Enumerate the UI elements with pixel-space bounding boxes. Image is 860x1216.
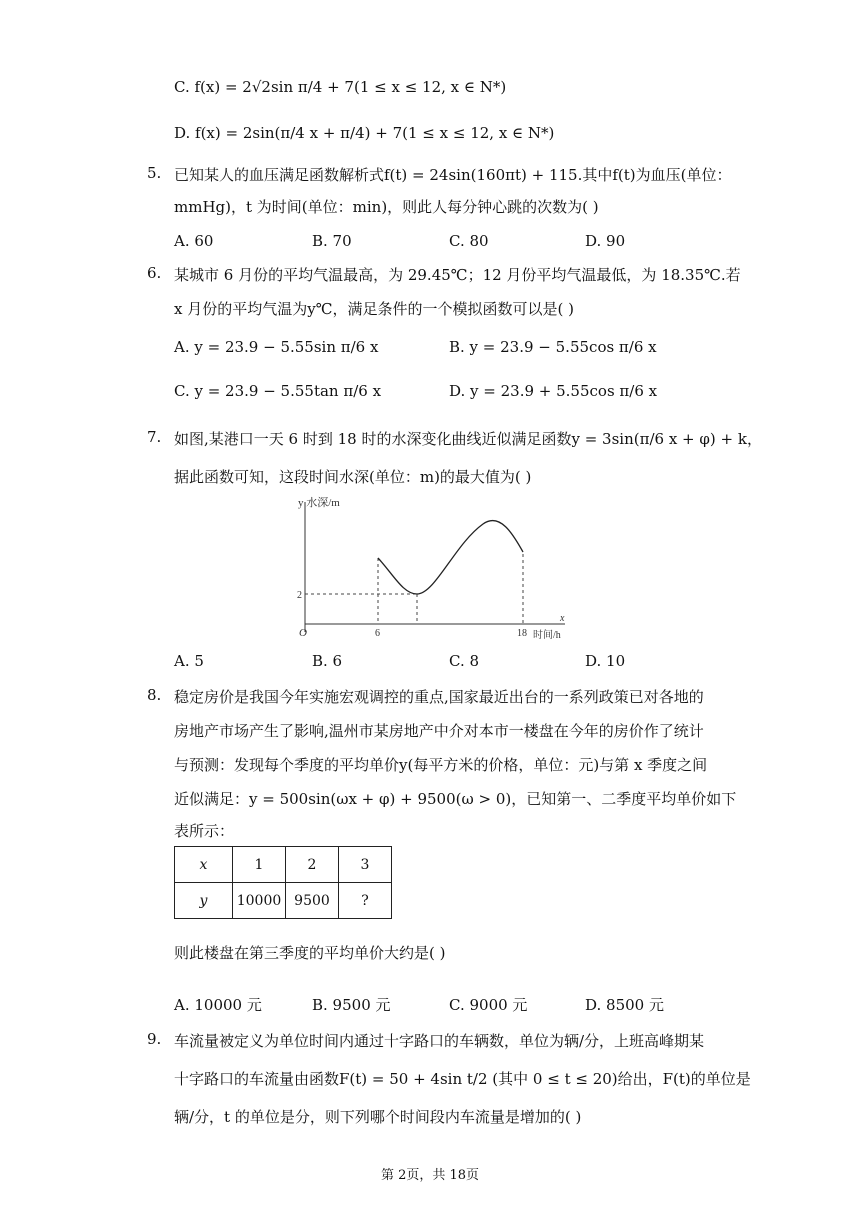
q8-text-line1: 稳定房价是我国今年实施宏观调控的重点,国家最近出台的一系列政策已对各地的 xyxy=(174,688,704,706)
tick-x-6: 6 xyxy=(375,628,380,639)
q7-option-a: A. 5 xyxy=(174,652,204,670)
table-cell: y xyxy=(175,883,233,919)
table-cell: 1 xyxy=(233,847,286,883)
q8-option-c: C. 9000 元 xyxy=(449,996,528,1014)
q9-text-line1: 车流量被定义为单位时间内通过十字路口的车辆数，单位为辆/分，上班高峰期某 xyxy=(174,1032,705,1050)
y-axis-label: y 水深/m xyxy=(298,497,340,509)
q8-option-b: B. 9500 元 xyxy=(312,996,391,1014)
q5-option-d: D. 90 xyxy=(585,232,626,250)
q5-text-line2: mmHg)，t 为时间(单位：min)，则此人每分钟心跳的次数为( ) xyxy=(174,198,599,216)
q7-option-c: C. 8 xyxy=(449,652,480,670)
q7-number: 7. xyxy=(147,428,162,446)
table-cell: 2 xyxy=(286,847,339,883)
origin-label: O xyxy=(299,627,307,639)
q6-text-line2: x 月份的平均气温为y℃，满足条件的一个模拟函数可以是( ) xyxy=(174,300,574,318)
q9-text-line2: 十字路口的车流量由函数F(t) = 50 + 4sin t/2 (其中 0 ≤ t ≤ 20)给出，F(t)的单位是 xyxy=(174,1070,751,1088)
x-axis-label: 时间/h xyxy=(533,630,561,641)
q6-text-line1: 某城市 6 月份的平均气温最高，为 29.45℃；12 月份平均气温最低，为 18.35℃.若 xyxy=(174,266,741,284)
q6-option-b: B. y = 23.9 − 5.55cos π/6 x xyxy=(449,338,657,356)
q8-number: 8. xyxy=(147,686,162,704)
q8-price-table xyxy=(174,846,392,919)
q8-question: 则此楼盘在第三季度的平均单价大约是( ) xyxy=(174,944,446,962)
x-axis-letter: x xyxy=(560,613,565,624)
table-cell: 3 xyxy=(339,847,392,883)
q9-text-line3: 辆/分，t 的单位是分，则下列哪个时间段内车流量是增加的( ) xyxy=(174,1108,582,1126)
q7-text-line2: 据此函数可知，这段时间水深(单位：m)的最大值为( ) xyxy=(174,468,532,486)
q6-option-c: C. y = 23.9 − 5.55tan π/6 x xyxy=(174,382,382,400)
q4-option-d: D. f(x) = 2sin(π/4 x + π/4) + 7(1 ≤ x ≤ 12, x ∈ N*) xyxy=(174,124,555,142)
table-cell: 10000 xyxy=(233,883,286,919)
tick-x-18: 18 xyxy=(517,628,527,639)
q5-option-b: B. 70 xyxy=(312,232,352,250)
q8-text-line2: 房地产市场产生了影响,温州市某房地产中介对本市一楼盘在今年的房价作了统计 xyxy=(174,722,704,740)
q6-option-a: A. y = 23.9 − 5.55sin π/6 x xyxy=(174,338,379,356)
q4-option-c: C. f(x) = 2√2sin π/4 + 7(1 ≤ x ≤ 12, x ∈ N*) xyxy=(174,78,507,96)
table-cell: x xyxy=(175,847,233,883)
q8-text-line4: 近似满足：y = 500sin(ωx + φ) + 9500(ω > 0)，已知第一、二季度平均单价如下 xyxy=(174,790,737,808)
depth-curve xyxy=(378,521,523,594)
tick-y-2: 2 xyxy=(297,590,302,601)
q8-option-d: D. 8500 元 xyxy=(585,996,664,1014)
q5-text-line1: 已知某人的血压满足函数解析式f(t) = 24sin(160πt) + 115.其中f(t)为血压(单位： xyxy=(174,166,732,184)
q8-text-line5: 表所示： xyxy=(174,822,235,840)
q7-option-d: D. 10 xyxy=(585,652,626,670)
q6-option-d: D. y = 23.9 + 5.55cos π/6 x xyxy=(449,382,658,400)
q6-number: 6. xyxy=(147,264,162,282)
q7-text-line1: 如图,某港口一天 6 时到 18 时的水深变化曲线近似满足函数y = 3sin(π/6 x + φ) + k， xyxy=(174,430,762,448)
q5-number: 5. xyxy=(147,164,162,182)
q8-option-a: A. 10000 元 xyxy=(174,996,262,1014)
table-row xyxy=(175,883,392,919)
table-cell: ? xyxy=(339,883,392,919)
page-footer: 第 2页，共 18页 xyxy=(380,1168,480,1183)
table-row xyxy=(175,847,392,883)
q5-option-a: A. 60 xyxy=(174,232,214,250)
water-depth-graph xyxy=(295,494,575,644)
q9-number: 9. xyxy=(147,1030,162,1048)
q7-option-b: B. 6 xyxy=(312,652,343,670)
q5-option-c: C. 80 xyxy=(449,232,489,250)
table-cell: 9500 xyxy=(286,883,339,919)
q8-text-line3: 与预测：发现每个季度的平均单价y(每平方米的价格，单位：元)与第 x 季度之间 xyxy=(174,756,708,774)
